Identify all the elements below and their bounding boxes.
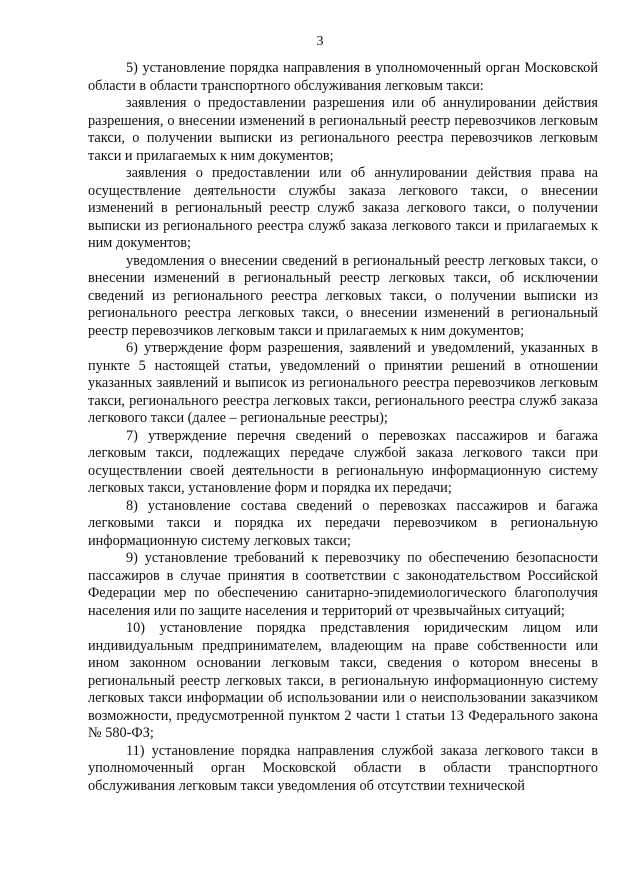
paragraph-item-7: 7) утверждение перечня сведений о перевозках пассажиров и багажа легковым такси, подлежащих передаче службой заказа легкового такси при осуществлении своей деятельности в региональную информационную систему легковых такси, установление форм и порядка их передачи; [88,427,598,496]
paragraph-carrier-applications: заявления о предоставлении разрешения или об аннулировании действия разрешения, о внесении изменений в региональный реестр перевозчиков легковым такси, о получении выписки из регионального реестра перевозчиков легковым такси и прилагаемых к ним документов; [88,95,598,164]
paragraph-item-8: 8) установление состава сведений о перевозках пассажиров и багажа легковыми такси и порядка их передачи перевозчиком в региональную информационную систему легковых такси; [88,497,598,549]
paragraph-item-5: 5) установление порядка направления в уполномоченный орган Московской области в области транспортного обслуживания легковым такси: [88,60,598,94]
document-body [88,60,598,795]
paragraph-item-10: 10) установление порядка представления юридическим лицом или индивидуальным предпринимателем, владеющим на праве собственности или ином законном основании легковым такси, сведения о котором внесены в региональный реестр легковых такси, в региональную информационную систему легковых такси информации об использовании или о неиспользовании заказчиком возможности, предусмотренной пунктом 2 части 1 статьи 13 Федерального закона № 580-ФЗ; [88,620,598,741]
paragraph-taxi-registry-notices: уведомления о внесении сведений в региональный реестр легковых такси, о внесении изменений в региональный реестр легковых такси, об исключении сведений из регионального реестра легковых такси, о получении выписки из регионального реестра легковых такси, о внесении изменений в региональный реестр перевозчиков легковым такси и прилагаемых к ним документов; [88,252,598,339]
page-number: 3 [316,34,324,49]
paragraph-item-11: 11) установление порядка направления службой заказа легкового такси в уполномоченный орган Московской области в области транспортного обслуживания легковым такси уведомления об отсутствии технической [88,742,598,794]
paragraph-item-6: 6) утверждение форм разрешения, заявлений и уведомлений, указанных в пункте 5 настоящей статьи, уведомлений о принятии решений в отношении указанных заявлений и выписок из регионального реестра перевозчиков легковым такси, регионального реестра легковых такси, регионального реестра служб заказа легкового такси (далее – региональные реестры); [88,340,598,426]
paragraph-dispatch-service-applications: заявления о предоставлении или об аннулировании действия права на осуществление деятельности службы заказа легкового такси, о внесении изменений в региональный реестр служб заказа легкового такси, о получении выписки из регионального реестра служб заказа легкового такси и прилагаемых к ним документов; [88,165,598,251]
paragraph-item-9: 9) установление требований к перевозчику по обеспечению безопасности пассажиров в случае принятия в соответствии с законодательством Российской Федерации мер по обеспечению санитарно-эпидемиологического благополучия населения или по защите населения и территорий от чрезвычайных ситуаций; [88,550,598,619]
